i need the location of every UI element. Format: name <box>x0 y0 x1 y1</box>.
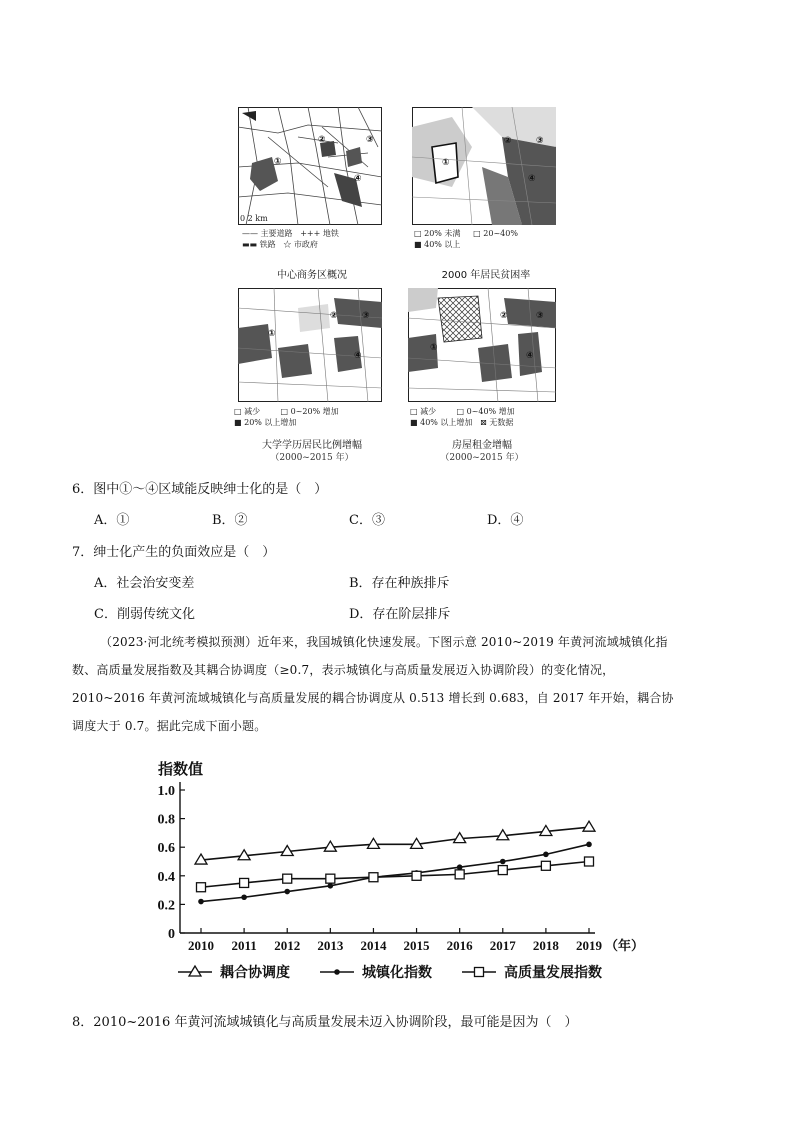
map1-legend: —— 主要道路 +++ 地铁 ▬▬ 铁路 ☆ 市政府 <box>242 229 339 249</box>
q6-option-a: A．① <box>94 513 130 528</box>
series-3-point <box>498 866 507 875</box>
map4-legend: □ 减少 □ 0~40% 增加 ■ 40% 以上增加 ⊠ 无数据 <box>410 407 515 427</box>
legend-label-1: 耦合协调度 <box>220 966 290 981</box>
x-tick-label: 2011 <box>231 938 257 953</box>
series-2-point <box>500 859 506 865</box>
passage-line-2: 数、高质量发展指数及其耦合协调度（≥0.7，表示城镇化与高质量发展迈入协调阶段）的变化情况， <box>72 663 615 677</box>
map-poverty-2000 <box>412 107 556 225</box>
map1-title: 中心商务区概况 <box>277 270 347 281</box>
map3-title: 大学学历居民比例增幅 <box>262 440 362 451</box>
x-axis-label: （年） <box>605 938 645 953</box>
series-3-point <box>585 857 594 866</box>
map3-marker-3: ③ <box>362 311 370 321</box>
q6-option-b: B．② <box>212 513 248 528</box>
y-axis-label: 指数值 <box>158 762 204 778</box>
legend-label-3: 高质量发展指数 <box>504 966 602 981</box>
map4-title: 房屋租金增幅 <box>452 440 512 451</box>
x-tick-label: 2019 <box>576 938 602 953</box>
question-7-stem: 7．绅士化产生的负面效应是（ ） <box>72 545 276 560</box>
y-tick-label: 0 <box>168 927 175 942</box>
legend-marker-2 <box>334 969 340 975</box>
map2-marker-1: ① <box>442 158 450 168</box>
series-2-point <box>241 894 247 900</box>
x-tick-label: 2010 <box>188 938 214 953</box>
y-tick-label: 0.6 <box>157 841 175 857</box>
series-3-point <box>326 874 335 883</box>
map1-marker-4: ④ <box>354 174 362 184</box>
legend-label-2: 城镇化指数 <box>362 966 432 981</box>
map4-marker-4: ④ <box>526 351 534 361</box>
map3-marker-1: ① <box>268 329 276 339</box>
series-3-point <box>412 871 421 880</box>
map2-legend: □ 20% 未满 □ 20~40% ■ 40% 以上 <box>414 229 518 249</box>
map1-marker-2: ② <box>318 135 326 145</box>
map3-legend: □ 减少 □ 0~20% 增加 ■ 20% 以上增加 <box>234 407 339 427</box>
x-tick-label: 2015 <box>403 938 430 953</box>
series-3-point <box>369 873 378 882</box>
question-6-stem: 6．图中①～④区域能反映绅士化的是（ ） <box>72 482 328 497</box>
question-8-stem: 8．2010~2016 年黄河流域城镇化与高质量发展未迈入协调阶段，最可能是因为（ ） <box>72 1015 578 1030</box>
map3-marker-4: ④ <box>354 351 362 361</box>
series-line-2 <box>201 844 589 901</box>
y-tick-label: 1.0 <box>157 784 175 799</box>
map2-marker-4: ④ <box>528 174 536 184</box>
map2-marker-2: ② <box>504 136 512 146</box>
series-1-point <box>367 838 379 848</box>
map4-marker-3: ③ <box>536 311 544 321</box>
q6-option-d: D．④ <box>487 513 524 528</box>
legend-marker-1 <box>189 966 201 976</box>
series-3-point <box>455 870 464 879</box>
q7-option-a: A．社会治安变差 <box>94 576 195 591</box>
series-3-point <box>541 861 550 870</box>
map-college-ratio <box>238 288 382 402</box>
series-2-point <box>543 852 549 858</box>
q7-option-c: C．削弱传统文化 <box>94 607 195 622</box>
map-rent-increase <box>408 288 556 402</box>
map4-subtitle: （2000~2015 年） <box>440 453 524 463</box>
map1-marker-3: ③ <box>366 135 374 145</box>
map3-subtitle: （2000~2015 年） <box>270 453 354 463</box>
series-2-point <box>328 883 334 889</box>
series-3-point <box>283 874 292 883</box>
y-tick-label: 0.2 <box>157 898 175 914</box>
passage-line-1: （2023·河北统考模拟预测）近年来，我国城镇化快速发展。下图示意 2010~2019 年黄河流域城镇化指 <box>100 635 668 649</box>
map-figure <box>232 104 562 464</box>
x-tick-label: 2017 <box>489 938 516 953</box>
series-3-point <box>240 878 249 887</box>
q6-option-c: C．③ <box>349 513 385 528</box>
passage-line-3: 2010~2016 年黄河流域城镇化与高质量发展的耦合协调度从 0.513 增长到 0.683，自 2017 年开始，耦合协 <box>72 691 674 705</box>
index-line-chart <box>140 752 660 992</box>
map2-title: 2000 年居民贫困率 <box>441 270 531 281</box>
y-tick-label: 0.8 <box>157 812 175 828</box>
passage <box>72 628 712 740</box>
map1-marker-1: ① <box>274 157 282 167</box>
y-tick-label: 0.4 <box>157 869 175 885</box>
series-2-point <box>198 899 204 905</box>
series-3-point <box>197 883 206 892</box>
map-scale: 0 2 km <box>240 214 268 223</box>
x-tick-label: 2013 <box>317 938 344 953</box>
map2-marker-3: ③ <box>536 136 544 146</box>
series-line-1 <box>201 827 589 860</box>
legend-marker-3 <box>475 968 484 977</box>
map4-marker-1: ① <box>430 343 438 353</box>
map4-marker-2: ② <box>500 311 508 321</box>
map3-marker-2: ② <box>330 311 338 321</box>
series-2-point <box>284 889 290 895</box>
passage-line-4: 调度大于 0.7。据此完成下面小题。 <box>72 719 267 733</box>
series-2-point <box>457 864 463 870</box>
x-tick-label: 2012 <box>274 938 301 953</box>
series-2-point <box>586 842 592 848</box>
map-cbd-overview <box>238 107 382 225</box>
q7-option-b: B．存在种族排斥 <box>349 576 450 591</box>
q7-option-d: D．存在阶层排斥 <box>349 607 451 622</box>
x-tick-label: 2014 <box>360 938 387 953</box>
x-tick-label: 2018 <box>532 938 559 953</box>
series-1-point <box>583 821 595 831</box>
x-tick-label: 2016 <box>446 938 473 953</box>
